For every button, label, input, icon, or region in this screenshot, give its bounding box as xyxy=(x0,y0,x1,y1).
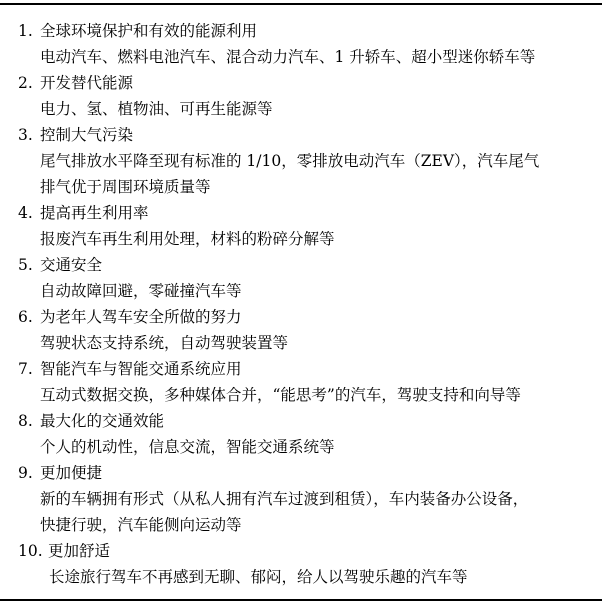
item-title: 最大化的交通效能 xyxy=(40,412,165,430)
item-heading xyxy=(0,200,602,226)
item-heading xyxy=(0,304,602,330)
item-title: 智能汽车与智能交通系统应用 xyxy=(40,360,242,378)
item-detail: 电力、氢、植物油、可再生能源等 xyxy=(40,100,273,118)
item-number: 8. xyxy=(18,412,33,430)
list-item-10 xyxy=(0,538,602,590)
item-detail: 长途旅行驾车不再感到无聊、郁闷，给人以驾驶乐趣的汽车等 xyxy=(49,568,468,586)
item-detail: 驾驶状态支持系统，自动驾驶装置等 xyxy=(40,334,289,352)
item-number: 5. xyxy=(18,256,33,274)
item-heading xyxy=(0,18,602,44)
item-detail: 个人的机动性，信息交流，智能交通系统等 xyxy=(40,438,335,456)
item-title: 开发替代能源 xyxy=(40,74,134,92)
item-number: 9. xyxy=(18,464,33,482)
item-detail: 报废汽车再生利用处理，材料的粉碎分解等 xyxy=(40,230,335,248)
item-detail: 互动式数据交换，多种媒体合并，“能思考”的汽车，驾驶支持和向导等 xyxy=(40,386,521,404)
list-item-5 xyxy=(0,252,602,304)
item-title: 控制大气污染 xyxy=(40,126,134,144)
item-heading xyxy=(0,252,602,278)
item-title: 交通安全 xyxy=(40,256,103,274)
list-item-7 xyxy=(0,356,602,408)
item-number: 1. xyxy=(18,22,33,40)
item-number: 3. xyxy=(18,126,33,144)
bottom-rule xyxy=(0,599,602,601)
list-item-9 xyxy=(0,460,602,538)
item-number: 7. xyxy=(18,360,33,378)
item-number: 10. xyxy=(18,542,43,560)
item-heading xyxy=(0,538,602,564)
list-item-8 xyxy=(0,408,602,460)
item-heading xyxy=(0,356,602,382)
top-rule xyxy=(0,3,602,5)
item-title: 为老年人驾车安全所做的努力 xyxy=(40,308,242,326)
item-heading xyxy=(0,122,602,148)
item-detail: 尾气排放水平降至现有标准的 1/10，零排放电动汽车（ZEV），汽车尾气 xyxy=(40,152,540,170)
item-number: 2. xyxy=(18,74,33,92)
item-detail: 自动故障回避，零碰撞汽车等 xyxy=(40,282,242,300)
item-detail: 电动汽车、燃料电池汽车、混合动力汽车、1 升轿车、超小型迷你轿车等 xyxy=(40,48,536,66)
list-item-6 xyxy=(0,304,602,356)
item-detail: 快捷行驶，汽车能侧向运动等 xyxy=(40,516,242,534)
item-detail: 排气优于周围环境质量等 xyxy=(40,178,211,196)
item-heading xyxy=(0,408,602,434)
list-item-4 xyxy=(0,200,602,252)
item-number: 4. xyxy=(18,204,33,222)
item-heading xyxy=(0,70,602,96)
list-item-1 xyxy=(0,18,602,70)
list-item-3 xyxy=(0,122,602,200)
list-item-2 xyxy=(0,70,602,122)
item-title: 更加舒适 xyxy=(48,542,111,560)
item-title: 全球环境保护和有效的能源利用 xyxy=(40,22,258,40)
item-detail: 新的车辆拥有形式（从私人拥有汽车过渡到租赁），车内装备办公设备， xyxy=(40,490,529,508)
requirements-list xyxy=(0,18,602,590)
item-heading xyxy=(0,460,602,486)
item-title: 提高再生利用率 xyxy=(40,204,149,222)
item-title: 更加便捷 xyxy=(40,464,103,482)
item-number: 6. xyxy=(18,308,33,326)
